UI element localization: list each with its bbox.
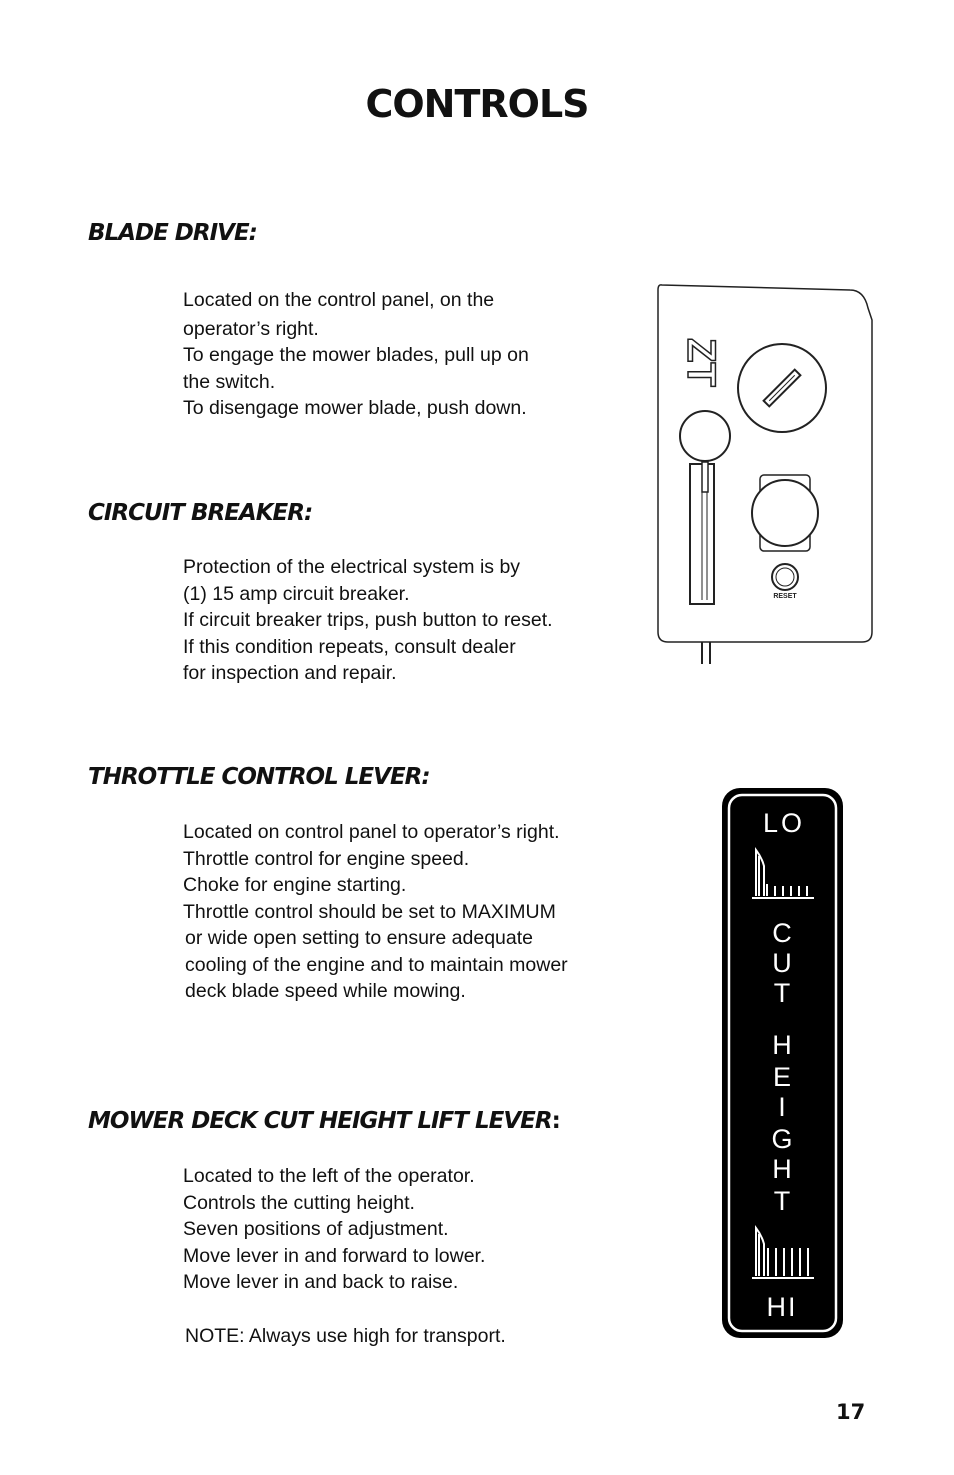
text-line: Controls the cutting height. <box>183 1191 415 1214</box>
text-line: deck blade speed while mowing. <box>185 980 466 1002</box>
letter: G <box>771 1124 793 1154</box>
section-heading-throttle: THROTTLE CONTROL LEVER: <box>88 764 430 790</box>
text-line: Seven positions of adjustment. <box>183 1218 449 1240</box>
letter: C <box>772 918 792 948</box>
letter: I <box>778 1092 786 1122</box>
letter: T <box>773 1186 791 1216</box>
letter: T <box>773 978 791 1008</box>
text-line: To engage the mower blades, pull up on <box>183 344 529 366</box>
label-lo: LO <box>762 808 806 838</box>
letter: H <box>772 1030 792 1060</box>
section-heading-blade-drive: BLADE DRIVE: <box>88 220 257 246</box>
text-line: If this condition repeats, consult dealer <box>183 635 516 658</box>
page-title: CONTROLS <box>365 82 589 126</box>
control-panel-figure <box>650 280 880 670</box>
cut-height-decal <box>720 786 846 1342</box>
note-line: NOTE: Always use high for transport. <box>185 1324 506 1347</box>
text-line: operator’s right. <box>183 317 319 340</box>
text-line: Located to the left of the operator. <box>183 1165 475 1187</box>
text-line: (1) 15 amp circuit breaker. <box>183 582 410 605</box>
zt-logo-icon <box>679 338 723 387</box>
section-heading-deck-lift <box>88 1108 560 1134</box>
letter: U <box>772 948 792 978</box>
text-line: the switch. <box>183 370 276 393</box>
text-line: cooling of the engine and to maintain mower <box>185 953 568 976</box>
svg-text:ZT: ZT <box>679 338 723 387</box>
blade-drive-text <box>183 287 529 422</box>
text-line: To disengage mower blade, push down. <box>183 397 527 419</box>
section-heading-circuit-breaker: CIRCUIT BREAKER: <box>88 500 313 526</box>
text-line: Protection of the electrical system is by <box>183 556 521 578</box>
text-line: Located on the control panel, on the <box>183 289 495 311</box>
text-line: Throttle control for engine speed. <box>183 847 470 870</box>
text-line: Throttle control should be set to MAXIMUM <box>183 900 556 923</box>
reset-label: RESET <box>773 593 797 600</box>
cut-letters <box>771 918 792 1216</box>
deck-lift-text <box>183 1163 506 1349</box>
heading-text: MOWER DECK CUT HEIGHT LIFT LEVER <box>88 1108 552 1134</box>
text-line: Located on control panel to operator’s right. <box>183 821 560 843</box>
text-line: Move lever in and forward to lower. <box>183 1244 486 1267</box>
blade-switch-knob-icon <box>680 411 730 461</box>
letter: H <box>772 1154 792 1184</box>
throttle-text <box>183 819 568 1005</box>
text-line: Move lever in and back to raise. <box>183 1271 459 1293</box>
key-slot-icon <box>764 370 801 407</box>
text-line: Choke for engine starting. <box>183 874 407 896</box>
page-number: 17 <box>836 1400 866 1424</box>
circuit-breaker-text <box>183 554 553 687</box>
throttle-knob-icon <box>752 480 818 546</box>
text-line: for inspection and repair. <box>183 662 397 684</box>
text-line: or wide open setting to ensure adequate <box>185 927 534 949</box>
letter: E <box>772 1062 792 1092</box>
heading-colon: : <box>551 1108 560 1134</box>
label-hi: HI <box>766 1292 798 1322</box>
text-line: If circuit breaker trips, push button to reset. <box>183 609 553 631</box>
